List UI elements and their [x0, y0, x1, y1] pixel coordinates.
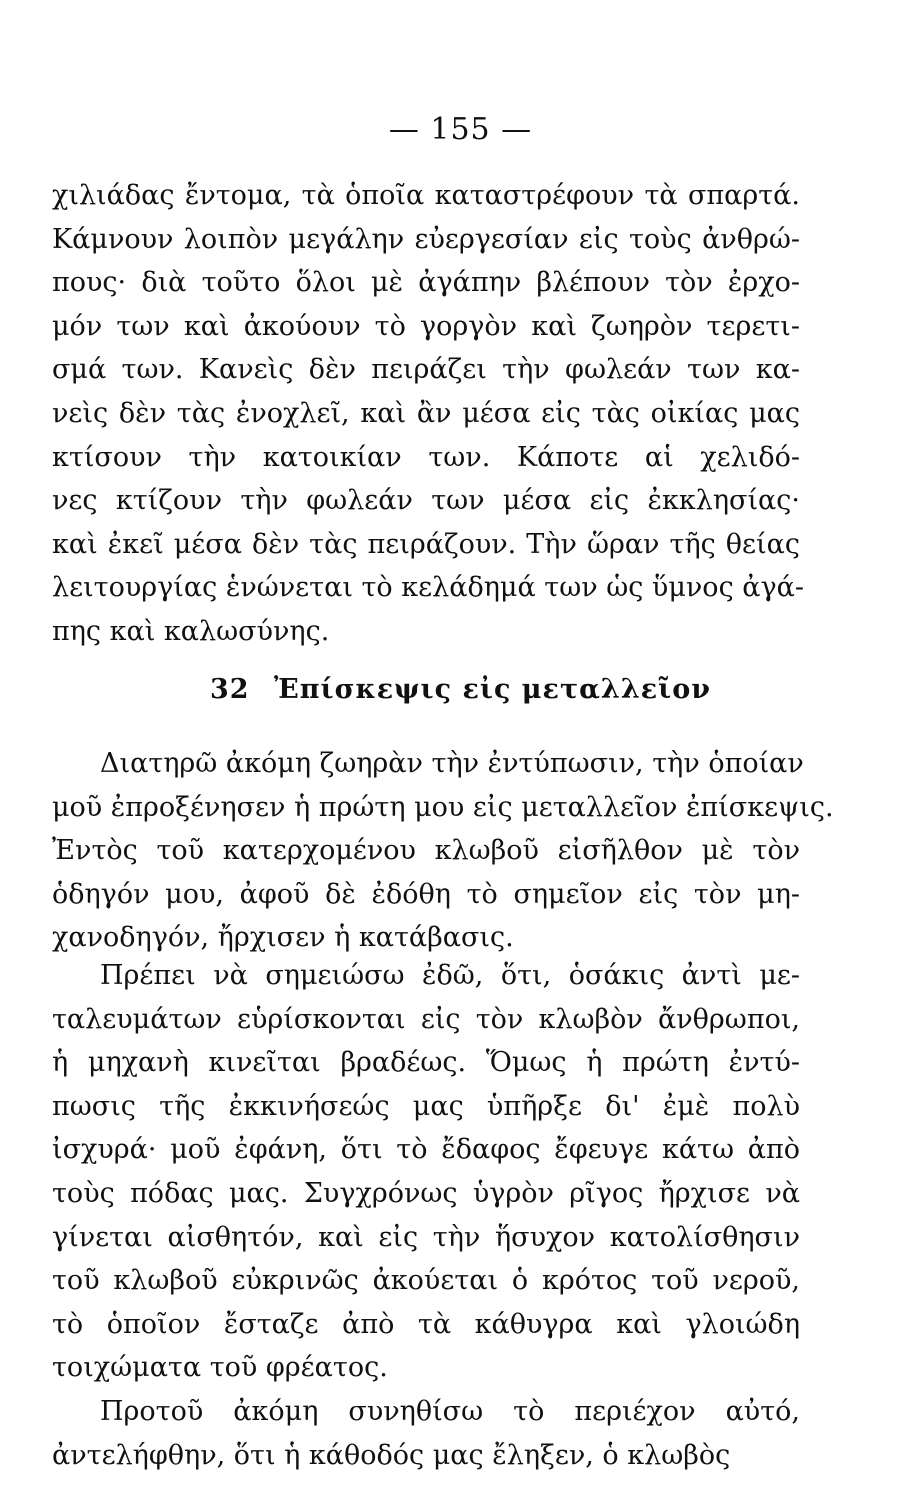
- text-line: τοῦ κλωβοῦ εὐκρινῶς ἀκούεται ὁ κρότος τοῦ νεροῦ,: [52, 1265, 800, 1297]
- text-line: Κάμνουν λοιπὸν μεγάλην εὐεργεσίαν εἰς τοὺς ἀνθρώ-: [52, 223, 800, 255]
- text-line: Προτοῦ ἀκόμη συνηθίσω τὸ περιέχον αὐτό,: [100, 1396, 800, 1427]
- text-line: σμά των. Κανεὶς δὲν πειράζει τὴν φωλεάν των κα-: [52, 354, 800, 386]
- text-line: πωσις τῆς ἐκκινήσεώς μας ὑπῆρξε δι' ἐμὲ πολὺ: [52, 1090, 800, 1122]
- section-title: Ἐπίσκεψις εἰς μεταλλεῖον: [273, 674, 711, 705]
- text-line: χανοδηγόν, ἤρχισεν ἡ κατάβασις.: [52, 922, 514, 954]
- paragraph-2: [52, 742, 834, 960]
- text-line: Ἐντὸς τοῦ κατερχομένου κλωβοῦ εἰσῆλθον μὲ τὸν: [52, 835, 800, 867]
- text-line: πης καὶ καλωσύνης.: [52, 615, 330, 647]
- text-line: μόν των καὶ ἀκούουν τὸ γοργὸν καὶ ζωηρὸν τερετι-: [52, 310, 800, 342]
- text-line: μοῦ ἐπροξένησεν ἡ πρώτη μου εἰς μεταλλεῖον ἐπίσκεψις.: [52, 791, 834, 823]
- text-line: Διατηρῶ ἀκόμη ζωηρὰν τὴν ἐντύπωσιν, τὴν ὁποίαν: [100, 748, 804, 779]
- text-line: πους· διὰ τοῦτο ὅλοι μὲ ἀγάπην βλέπουν τὸν ἐρχο-: [52, 267, 800, 299]
- section-number: 32: [210, 674, 250, 705]
- text-line: ταλευμάτων εὑρίσκονται εἰς τὸν κλωβὸν ἄνθρωποι,: [52, 1003, 800, 1035]
- text-line: ἡ μηχανὴ κινεῖται βραδέως. Ὅμως ἡ πρώτη ἐντύ-: [52, 1047, 800, 1079]
- text-line: χιλιάδας ἔντομα, τὰ ὁποῖα καταστρέφουν τὰ σπαρτά.: [52, 180, 800, 211]
- text-line: νες κτίζουν τὴν φωλεάν των μέσα εἰς ἐκκλησίας·: [52, 485, 800, 517]
- text-line: λειτουργίας ἑνώνεται τὸ κελάδημά των ὡς ὕμνος ἀγά-: [52, 572, 804, 604]
- text-line: γίνεται αἰσθητόν, καὶ εἰς τὴν ἥσυχον κατολίσθησιν: [52, 1221, 800, 1253]
- page-number: — 155 —: [388, 112, 533, 147]
- text-line: καὶ ἐκεῖ μέσα δὲν τὰς πειράζουν. Τὴν ὥραν τῆς θείας: [52, 528, 800, 560]
- text-line: κτίσουν τὴν κατοικίαν των. Κάποτε αἱ χελιδό-: [52, 441, 800, 473]
- text-line: ὁδηγόν μου, ἀφοῦ δὲ ἐδόθη τὸ σημεῖον εἰς τὸν μη-: [52, 878, 800, 910]
- paragraph-4: [52, 1390, 800, 1477]
- paragraph-3: [52, 954, 800, 1390]
- text-line: τοιχώματα τοῦ φρέατος.: [52, 1352, 388, 1384]
- text-line: τὸ ὁποῖον ἔσταζε ἀπὸ τὰ κάθυγρα καὶ γλοιώδη: [52, 1308, 800, 1340]
- text-line: Πρέπει νὰ σημειώσω ἐδῶ, ὅτι, ὁσάκις ἀντὶ με-: [100, 960, 800, 991]
- text-line: ἀντελήφθην, ὅτι ἡ κάθοδός μας ἔληξεν, ὁ κλωβὸς: [52, 1439, 731, 1471]
- text-line: ἰσχυρά· μοῦ ἐφάνη, ὅτι τὸ ἔδαφος ἔφευγε κάτω ἀπὸ: [52, 1134, 800, 1166]
- text-line: τοὺς πόδας μας. Συγχρόνως ὑγρὸν ρῖγος ἤρχισε νὰ: [52, 1177, 800, 1209]
- paragraph-1: [52, 174, 804, 654]
- text-line: νεὶς δὲν τὰς ἐνοχλεῖ, καὶ ἂν μέσα εἰς τὰς οἰκίας μας: [52, 397, 800, 429]
- section-heading: [0, 668, 921, 712]
